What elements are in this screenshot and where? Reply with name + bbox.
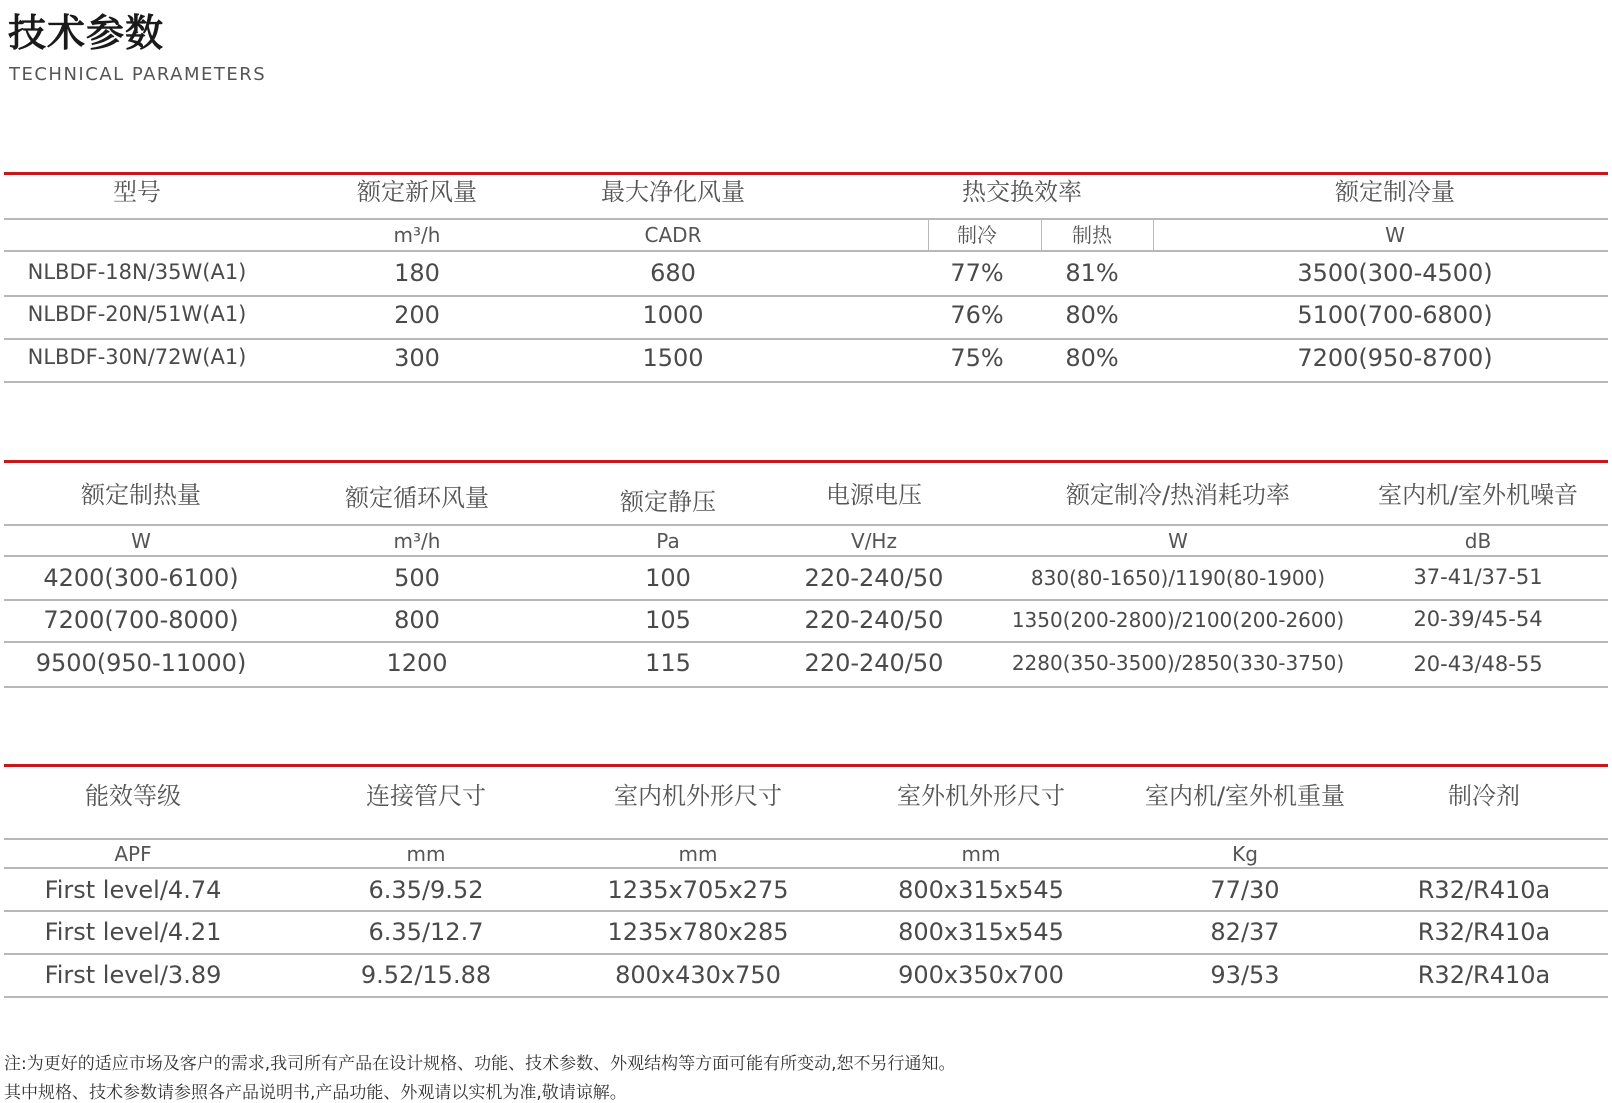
table-cell: 900x350x700 (898, 961, 1064, 989)
table-cell: 220-240/50 (804, 649, 944, 677)
table-cell: 1235x705x275 (607, 876, 789, 904)
table-cell: 77% (950, 259, 1004, 287)
table-cell: 3500(300-4500) (1297, 259, 1493, 287)
table-cell: 1200 (386, 649, 448, 677)
table-cell: 77/30 (1210, 876, 1280, 904)
table-cell: 81% (1065, 259, 1119, 287)
unit-cooling: 制冷 (957, 223, 997, 247)
header-energy-efficiency-grade: 能效等级 (85, 782, 181, 810)
table-cell: 82/37 (1210, 918, 1280, 946)
disclaimer-note-2: 其中规格、技术参数请参照各产品说明书,产品功能、外观请以实机为准,敬请谅解。 (4, 1083, 627, 1103)
subheader-separator (1041, 218, 1042, 251)
header-outdoor-dimensions: 室外机外形尺寸 (897, 782, 1065, 810)
unit-voltage: V/Hz (851, 529, 897, 553)
table-cell: 115 (645, 649, 691, 677)
table-divider (4, 910, 1608, 912)
table-cell: 76% (950, 301, 1004, 329)
table-cell: 100 (645, 564, 691, 592)
header-rated-cooling-capacity: 额定制冷量 (1335, 178, 1455, 206)
table-cell: First level/4.21 (44, 918, 222, 946)
header-refrigerant: 制冷剂 (1448, 782, 1520, 810)
unit-indoor-dimensions: mm (678, 842, 718, 866)
header-power-voltage: 电源电压 (826, 481, 922, 509)
unit-apf: APF (114, 842, 152, 866)
table-cell: 2280(350-3500)/2850(330-3750) (1011, 651, 1345, 675)
table-bottom-border (4, 381, 1608, 383)
table-cell: 1350(200-2800)/2100(200-2600) (1011, 608, 1345, 632)
table-divider (4, 641, 1608, 643)
unit-fresh-air: m³/h (393, 223, 441, 247)
table-divider (4, 599, 1608, 601)
table-divider (4, 524, 1608, 526)
table-cell-model: NLBDF-18N/35W(A1) (27, 260, 247, 284)
unit-cadr: CADR (644, 223, 702, 247)
table-cell: 37-41/37-51 (1413, 565, 1543, 589)
unit-power: W (1168, 529, 1188, 553)
table-cell: 7200(950-8700) (1297, 344, 1493, 372)
table-divider (4, 953, 1608, 955)
header-rated-heating-capacity: 额定制热量 (81, 481, 201, 509)
header-rated-circulating-air: 额定循环风量 (345, 484, 489, 512)
table-cell: 5100(700-6800) (1297, 301, 1493, 329)
table-divider (4, 555, 1608, 557)
unit-pipe-size: mm (406, 842, 446, 866)
table-cell: 75% (950, 344, 1004, 372)
table-top-border (4, 764, 1608, 767)
table-divider (4, 338, 1608, 340)
header-heat-exchange-efficiency: 热交换效率 (962, 178, 1082, 206)
spec-table-2 (4, 460, 1608, 692)
header-max-purification-air: 最大净化风量 (601, 178, 745, 206)
table-top-border (4, 460, 1608, 463)
table-cell: R32/R410a (1417, 918, 1551, 946)
table-top-border (4, 172, 1608, 175)
table-cell: 180 (394, 259, 440, 287)
table-cell: 1235x780x285 (607, 918, 789, 946)
table-cell: 93/53 (1210, 961, 1280, 989)
table-cell-model: NLBDF-20N/51W(A1) (27, 302, 247, 326)
table-cell: 500 (394, 564, 440, 592)
header-weight: 室内机/室外机重量 (1144, 782, 1346, 810)
table-cell: 800x430x750 (615, 961, 781, 989)
table-cell: R32/R410a (1417, 876, 1551, 904)
table-divider (4, 867, 1608, 869)
header-indoor-dimensions: 室内机外形尺寸 (614, 782, 782, 810)
table-cell: 680 (650, 259, 696, 287)
unit-cooling-capacity: W (1385, 223, 1405, 247)
table-cell: 7200(700-8000) (43, 606, 239, 634)
header-power-consumption: 额定制冷/热消耗功率 (1065, 481, 1291, 509)
unit-outdoor-dimensions: mm (961, 842, 1001, 866)
table-bottom-border (4, 996, 1608, 998)
table-cell: 20-39/45-54 (1413, 607, 1543, 631)
disclaimer-note-1: 注:为更好的适应市场及客户的需求,我司所有产品在设计规格、功能、技术参数、外观结构等方面可能有所变动,恕不另行通知。 (4, 1054, 956, 1074)
header-pipe-size: 连接管尺寸 (366, 782, 486, 810)
table-cell: 9500(950-11000) (35, 649, 247, 677)
table-cell: 1500 (642, 344, 704, 372)
table-divider (4, 295, 1608, 297)
spec-table-3 (4, 764, 1608, 1004)
table-cell: 300 (394, 344, 440, 372)
header-noise: 室内机/室外机噪音 (1377, 481, 1579, 509)
spec-table-1 (4, 172, 1608, 387)
table-cell: 4200(300-6100) (43, 564, 239, 592)
table-cell: 6.35/9.52 (368, 876, 484, 904)
table-bottom-border (4, 686, 1608, 688)
subheader-separator (928, 218, 929, 251)
table-cell: First level/4.74 (44, 876, 222, 904)
unit-static-pressure: Pa (656, 529, 680, 553)
table-cell: 20-43/48-55 (1413, 652, 1543, 676)
table-cell: 105 (645, 606, 691, 634)
table-cell: R32/R410a (1417, 961, 1551, 989)
unit-heating: 制热 (1072, 223, 1112, 247)
table-cell: 1000 (642, 301, 704, 329)
table-cell: First level/3.89 (44, 961, 222, 989)
table-divider (4, 250, 1608, 252)
unit-circulating-air: m³/h (393, 529, 441, 553)
table-cell: 220-240/50 (804, 606, 944, 634)
table-cell: 800x315x545 (898, 918, 1064, 946)
table-cell: 800x315x545 (898, 876, 1064, 904)
table-divider (4, 218, 1608, 220)
table-cell: 220-240/50 (804, 564, 944, 592)
table-cell: 9.52/15.88 (360, 961, 492, 989)
unit-noise: dB (1464, 529, 1492, 553)
table-cell: 6.35/12.7 (368, 918, 484, 946)
header-model: 型号 (113, 178, 161, 206)
table-cell: 80% (1065, 301, 1119, 329)
table-divider (4, 838, 1608, 840)
unit-weight: Kg (1232, 842, 1258, 866)
table-cell: 830(80-1650)/1190(80-1900) (1030, 566, 1326, 590)
page-title: 技术参数 (8, 11, 165, 55)
subheader-separator (1153, 218, 1154, 251)
header-rated-fresh-air: 额定新风量 (357, 178, 477, 206)
unit-heating-capacity: W (131, 529, 151, 553)
table-cell: 80% (1065, 344, 1119, 372)
header-rated-static-pressure: 额定静压 (620, 488, 716, 516)
table-cell: 200 (394, 301, 440, 329)
table-cell-model: NLBDF-30N/72W(A1) (27, 345, 247, 369)
page-subtitle: TECHNICAL PARAMETERS (9, 64, 267, 85)
table-cell: 800 (394, 606, 440, 634)
